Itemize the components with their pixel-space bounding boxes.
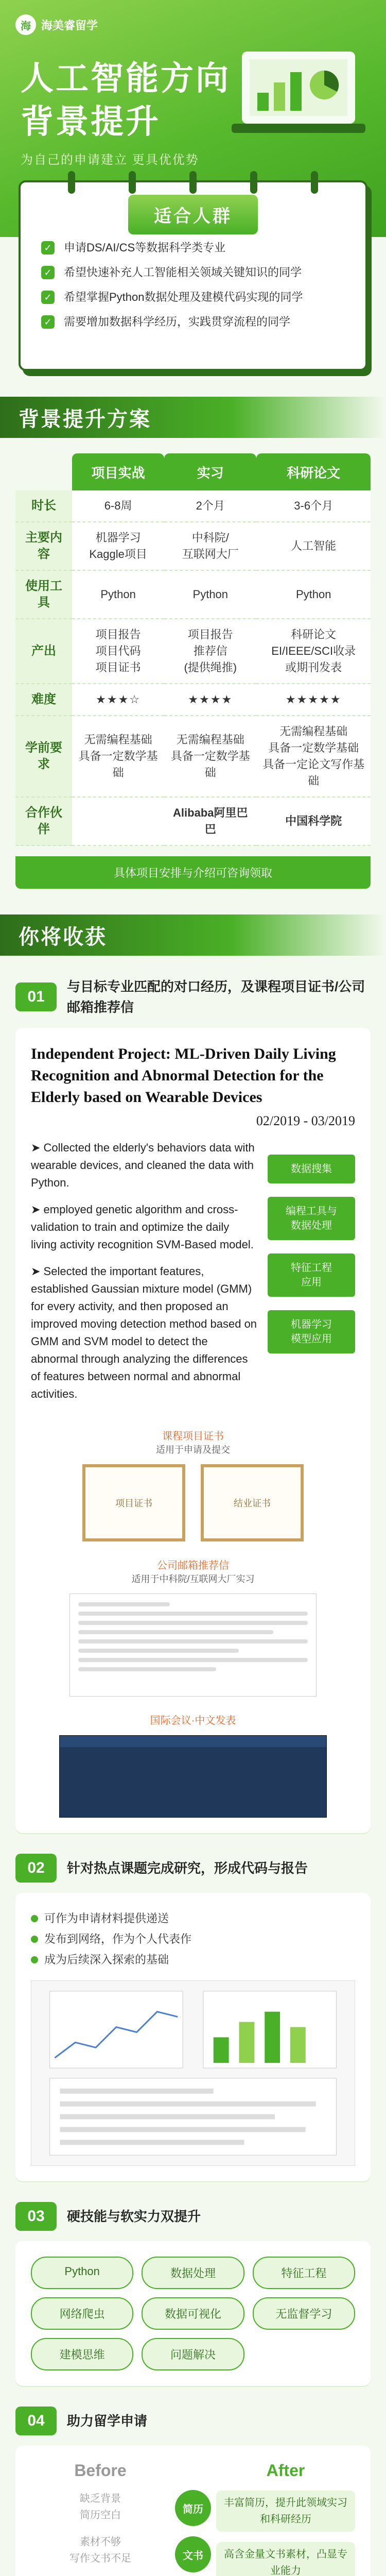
- check-icon: ✓: [41, 241, 55, 255]
- check-icon: ✓: [41, 266, 55, 279]
- gains-section-bar: [0, 914, 386, 956]
- brand-mark-icon: 海: [15, 14, 36, 35]
- ring-decoration: [189, 171, 197, 194]
- hero-title-line1: 人工智能方向: [21, 60, 231, 97]
- plan-cell: 6-8周: [72, 490, 164, 522]
- plan-cell: Python: [72, 571, 164, 619]
- gain-title: 助力留学申请: [67, 2413, 148, 2429]
- plan-row-header: 产出: [15, 619, 72, 684]
- cert-images: [31, 1464, 355, 1541]
- after-item: 丰富简历，提升此领域实习和科研经历: [216, 2490, 355, 2532]
- list-item-text: 可作为申请材料提供递送: [44, 1912, 169, 1925]
- paper-bullet: ➤ Selected the important features, established Gaussian mixture model (GMM) for every activity, and then proposed an improved moving detection method based on GMM and SVM model to detect the abnormal through analyzing the differences of features between normal and abnormal activities.: [31, 1265, 257, 1400]
- skill-chip: 问题解决: [142, 2338, 244, 2370]
- plan-cell: 项目报告 推荐信 (提供绳推): [164, 619, 256, 684]
- letter-label: 公司邮箱推荐信: [157, 1560, 229, 1571]
- plan-table-section: [15, 453, 371, 889]
- suited-item-text: 希望掌握Python数据处理及建模代码实现的同学: [64, 291, 303, 303]
- after-item: 高含金量文书素材，凸显专业能力: [216, 2542, 355, 2576]
- before-after-panel: [15, 2446, 371, 2576]
- plan-cell: ★★★☆: [72, 684, 164, 716]
- bullet-dot-icon: [31, 1936, 38, 1943]
- certificate-image: 结业证书: [201, 1464, 304, 1541]
- plan-row: [15, 798, 371, 846]
- suited-item: [41, 313, 345, 331]
- skill-chip: Python: [31, 2257, 133, 2289]
- skill-tag: 特征工程 应用: [268, 1253, 355, 1297]
- check-icon: ✓: [41, 315, 55, 329]
- skill-tag: 编程工具与 数据处理: [268, 1197, 355, 1240]
- plan-row-header: 使用工具: [15, 571, 72, 619]
- gain-title: 针对热点课题完成研究，形成代码与报告: [67, 1860, 308, 1876]
- paper-content: [31, 1139, 355, 1412]
- suited-item: [41, 264, 345, 281]
- check-icon: ✓: [41, 291, 55, 304]
- suited-card: [19, 180, 367, 371]
- gains-section-title: 你将收获: [19, 925, 107, 948]
- suited-section: [19, 180, 367, 371]
- plan-cell: 无需编程基础 具备一定数学基础 具备一定论文写作基础: [256, 716, 371, 798]
- ba-circle: 简历: [175, 2490, 211, 2526]
- skill-chip: 特征工程: [253, 2257, 355, 2289]
- hero-title: [21, 57, 231, 143]
- plan-cell: [72, 798, 164, 846]
- plan-cell: Python: [164, 571, 256, 619]
- certificate-image: 项目证书: [82, 1464, 185, 1541]
- plan-row-header: 主要内容: [15, 522, 72, 571]
- plan-row: [15, 619, 371, 684]
- doc-line: [78, 1621, 308, 1625]
- suited-item-text: 申请DS/AI/CS等数据科学类专业: [64, 241, 226, 254]
- list-item: [31, 1908, 355, 1929]
- doc-line: [78, 1667, 216, 1671]
- ring-decoration: [311, 171, 318, 194]
- gain-title: 与目标专业匹配的对口经历，及课程项目证书/公司邮箱推荐信: [67, 979, 365, 1015]
- plan-cell: 科研论文 EI/IEEE/SCI收录 或期刊发表: [256, 619, 371, 684]
- suited-item-text: 希望快速补充人工智能相关领域关键知识的同学: [64, 266, 302, 279]
- doc-line: [78, 1639, 308, 1643]
- plan-cell: 2个月: [164, 490, 256, 522]
- bullet-dot-icon: [31, 1915, 38, 1922]
- doc-line: [78, 1602, 170, 1606]
- plan-cell: 中国科学院: [256, 798, 371, 846]
- gain-2-list: [31, 1908, 355, 1970]
- report-plot-icon: [31, 1981, 355, 2165]
- paper-bullets: [31, 1139, 257, 1412]
- before-item: 缺乏背景 简历空白: [80, 2493, 121, 2521]
- plan-cell: 3-6个月: [256, 490, 371, 522]
- before-heading: Before: [74, 2461, 127, 2480]
- plan-cell: Alibaba阿里巴巴: [164, 798, 256, 846]
- plan-col-header: 实习: [164, 453, 256, 490]
- plan-section-bar: [0, 397, 386, 438]
- publication-screenshot: [59, 1735, 327, 1818]
- gain-3-body: [15, 2241, 371, 2386]
- ring-decoration: [250, 171, 257, 194]
- plan-cell: Python: [256, 571, 371, 619]
- doc-line: [78, 1612, 308, 1616]
- list-item: [31, 1929, 355, 1950]
- doc-line: [78, 1649, 239, 1653]
- gain-1-body: [15, 1028, 371, 1833]
- cert-label: 课程项目证书: [162, 1431, 224, 1442]
- doc-line: [78, 1658, 308, 1662]
- plan-section-title: 背景提升方案: [19, 408, 151, 431]
- brand-name: 海美睿留学: [41, 19, 98, 32]
- brand-logo[interactable]: [15, 14, 98, 35]
- notebook-rings: [21, 171, 365, 194]
- skill-tag: 机器学习 模型应用: [268, 1310, 355, 1353]
- paper-bullet: ➤ employed genetic algorithm and cross-validation to train and optimize the daily living activity recognition SVM-Based model.: [31, 1203, 254, 1251]
- gain-2-body: [15, 1893, 371, 2181]
- skill-chip: 数据可视化: [142, 2297, 244, 2330]
- plan-row-header: 合作伙伴: [15, 798, 72, 846]
- suited-item: [41, 289, 345, 306]
- cert-sublabel: 适用于申请及提交: [156, 1445, 230, 1455]
- plan-cell: ★★★★: [164, 684, 256, 716]
- skill-chip: 数据处理: [142, 2257, 244, 2289]
- gain-4-head: [15, 2406, 371, 2435]
- plan-table: [15, 453, 371, 846]
- plan-corner: [15, 453, 72, 490]
- paper-bullet-text: employed genetic algorithm and cross-validation to train and optimize the daily living activity recognition SVM-Based model.: [31, 1203, 254, 1251]
- gain-number: 04: [15, 2406, 57, 2435]
- screen-bar: [60, 1736, 326, 1747]
- skill-chip: 建模思维: [31, 2338, 133, 2370]
- hero-subtitle: 为自己的申请建立 更具优优势: [21, 153, 199, 167]
- plan-cell: 机器学习 Kaggle项目: [72, 522, 164, 571]
- gain-2-head: [15, 1854, 371, 1883]
- gain-title: 硬技能与软实力双提升: [67, 2209, 201, 2224]
- list-item-text: 发布到网络，作为个人代表作: [44, 1933, 192, 1945]
- laptop-illustration-icon: [226, 36, 371, 160]
- plan-row-header: 难度: [15, 684, 72, 716]
- plan-cell: 中科院/ 互联网大厂: [164, 522, 256, 571]
- doc-line: [78, 1630, 273, 1634]
- before-item: 素材不够 写作文书不足: [69, 2536, 131, 2564]
- suited-item: [41, 239, 345, 257]
- plan-row: [15, 522, 371, 571]
- plan-table-body: [15, 490, 371, 846]
- hero-title-line2: 背景提升: [21, 103, 161, 140]
- paper-bullet: ➤ Collected the elderly's behaviors data with wearable devices, and cleaned the data with Python.: [31, 1141, 255, 1189]
- plan-row: [15, 716, 371, 798]
- gain-number: 03: [15, 2202, 57, 2231]
- plan-row-header: 学前要求: [15, 716, 72, 798]
- skill-tag: 数据搜集: [268, 1155, 355, 1183]
- plan-col-header: 项目实战: [72, 453, 164, 490]
- suited-badge: 适合人群: [128, 195, 258, 234]
- plan-cell: ★★★★★: [256, 684, 371, 716]
- skill-chip: 无监督学习: [253, 2297, 355, 2330]
- plan-cell: 人工智能: [256, 522, 371, 571]
- gain-3-head: [15, 2202, 371, 2231]
- paper-date: 02/2019 - 03/2019: [256, 1113, 355, 1128]
- plan-col-header: 科研论文: [256, 453, 371, 490]
- paper-publish-label: 国际会议·中文发表: [150, 1715, 236, 1726]
- gain-1-head: [15, 976, 371, 1018]
- ba-middle: [170, 2461, 216, 2576]
- ring-decoration: [68, 171, 75, 194]
- plan-row: [15, 490, 371, 522]
- after-heading: After: [266, 2461, 305, 2480]
- paper-tags: [268, 1155, 355, 1412]
- paper-bullet-text: Selected the important features, established Gaussian mixture model (GMM) for every activity, and then proposed an improved moving detection method based on GMM and SVM model to detect the abnormal through analyzing the differences of features between normal and abnormal activities.: [31, 1265, 257, 1400]
- recommendation-letter-image: [69, 1594, 317, 1697]
- plan-cell: 无需编程基础 具备一定数学基础: [72, 716, 164, 798]
- list-item: [31, 1950, 355, 1970]
- plan-row-header: 时长: [15, 490, 72, 522]
- ring-decoration: [129, 171, 136, 194]
- plan-note[interactable]: 具体项目安排与介绍可咨询领取: [15, 856, 371, 889]
- letter-sublabel: 适用于中科院/互联网大厂实习: [131, 1574, 255, 1584]
- after-column: [216, 2461, 355, 2576]
- paper-title: Independent Project: ML-Driven Daily Living Recognition and Abnormal Detection for the Elderly based on Wearable Devices: [31, 1045, 336, 1106]
- code-report-image: [31, 1980, 355, 2166]
- before-column: [31, 2461, 170, 2576]
- paper-bullet-text: Collected the elderly's behaviors data with wearable devices, and cleaned the data with Python.: [31, 1141, 255, 1189]
- skills-grid: [31, 2257, 355, 2370]
- skill-chip: 网络爬虫: [31, 2297, 133, 2330]
- suited-item-text: 需要增加数据科学经历，实践贯穿流程的同学: [64, 315, 291, 328]
- plan-row: [15, 571, 371, 619]
- list-item-text: 成为后续深入探索的基础: [44, 1953, 169, 1966]
- ba-circle: 文书: [175, 2536, 211, 2572]
- gain-number: 02: [15, 1854, 57, 1883]
- gain-number: 01: [15, 982, 57, 1011]
- bullet-dot-icon: [31, 1956, 38, 1963]
- plan-cell: 无需编程基础 具备一定数学基础: [164, 716, 256, 798]
- plan-row: [15, 684, 371, 716]
- plan-cell: 项目报告 项目代码 项目证书: [72, 619, 164, 684]
